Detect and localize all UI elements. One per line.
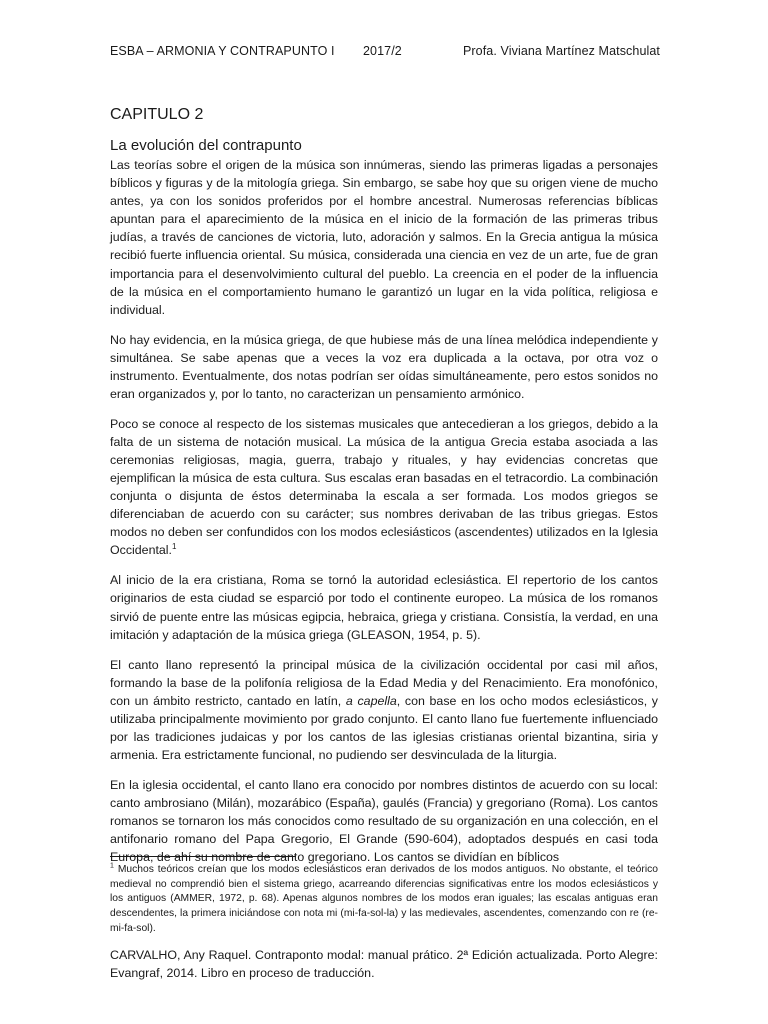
footnote-text: Muchos teóricos creían que los modos eclesiásticos eran derivados de los modos antiguos. No obstante, el teórico medieval no comprendió bien el sistema griego, acarreando diferencias significativas entre los modos eclesiásticos y los antiguos (AMMER, 1972, p. 68). Apenas algunos nombres de los modos eran iguales; las escalas antiguas eran descendentes, la primera iniciándose con nota mi (mi-fa-sol-la) y las medievales, ascendentes, comenzando con re (re-mi-fa-sol). [110, 864, 658, 934]
page-header [110, 44, 660, 60]
paragraph-6 [110, 776, 658, 866]
body-text [110, 156, 658, 878]
header-professor: Profa. Viviana Martínez Matschulat [462, 44, 660, 58]
paragraph-2-text: No hay evidencia, en la música griega, de que hubiese más de una línea melódica independiente y simultánea. Se sabe apenas que a veces la voz era duplicada a la octava, por otra voz o instrumento. Eventualmente, dos notas podrían ser oídas simultáneamente, pero estos sonidos no eran organizados y, por lo tanto, no caracterizan un pensamiento armónico. [110, 332, 658, 401]
paragraph-1 [110, 156, 658, 319]
footnote-divider [110, 856, 296, 857]
paragraph-5 [110, 656, 658, 765]
paragraph-4 [110, 571, 658, 643]
paragraph-1-text: Las teorías sobre el origen de la música son innúmeras, siendo las primeras ligadas a personajes bíblicos y figuras y de la mitología griega. Sin embargo, se sabe hoy que su origen viene de mucho antes, ya con los sonidos proferidos por el hombre ancestral. Numerosas referencias bíblicas apuntan para el aparecimiento de la música en el inicio de la formación de las primeras tribus judías, a través de canciones de victoria, luto, adoración y salmos. En la Grecia antigua la música recibió fuerte influencia oriental. Su música, considerada una ciencia en vez de un arte, fue de gran importancia para el desenvolvimiento cultural del pueblo. La creencia en el poder de la influencia de la música en el comportamiento humano le garantizó un lugar en la vida política, religiosa e individual. [110, 158, 658, 317]
paragraph-3 [110, 415, 658, 560]
paragraph-5-text-before: El canto llano representó la principal música de la civilización occidental por casi mil años, formando la base de la polifonía religiosa de la Edad Media y del Renacimiento. Era monofónico, con un ámbito restricto, cantado en latín, [110, 657, 658, 708]
paragraph-5-text-after: , con base en los ocho modos eclesiásticos, y utilizaba principalmente movimiento por grado conjunto. El canto llano fue fuertemente influenciado por las tradiciones judaicas y por los cantos de las iglesias cristianas oriental bizantina, siria y armenia. Era estrictamente funcional, no pudiendo ser desvinculada de la liturgia. [110, 693, 659, 762]
bibliographic-citation: CARVALHO, Any Raquel. Contraponto modal: manual prático. 2ª Edición actualizada. Porto Alegre: Evangraf, 2014. Libro en proceso de traducción. [110, 948, 658, 980]
paragraph-5-italic: a capella [345, 693, 397, 708]
header-course: ESBA – ARMONIA Y CONTRAPUNTO I [110, 44, 335, 58]
footnote-reference[interactable]: 1 [171, 542, 177, 552]
paragraph-6-text: En la iglesia occidental, el canto llano era conocido por nombres distintos de acuerdo con su local: canto ambrosiano (Milán), mozarábico (España), gaulés (Francia) y gregoriano (Roma). Los cantos romanos se tornaron los más conocidos como resultado de su organización en una colección, en el antifonario romano del Papa Gregorio, El Grande (590-604), adoptados después en casi toda Europa, de ahí su nombre de canto gregoriano. Los cantos se dividían en bíblicos [110, 777, 658, 865]
paragraph-2 [110, 331, 658, 403]
footnote-number: 1 [110, 862, 114, 870]
header-period: 2017/2 [363, 44, 402, 58]
paragraph-4-text: Al inicio de la era cristiana, Roma se tornó la autoridad eclesiástica. El repertorio de los cantos originarios de esta ciudad se esparció por todo el continente europeo. La música de los romanos sirvió de puente entre las músicas egipcia, hebraica, griega y cristiana. Consistía, la verdad, en una imitación y adaptación de la música griega (GLEASON, 1954, p. 5). [110, 573, 658, 642]
footnote [110, 863, 658, 937]
paragraph-3-text: Poco se conoce al respecto de los sistemas musicales que antecedieran a los griegos, debido a la falta de un sistema de notación musical. La música de la antigua Grecia estaba asociada a las ceremonias religiosas, magia, guerra, trabajo y rituales, y hay evidencias concretas que ejemplifican la música de esta cultura. Sus escalas eran basadas en el tetracordio. La combinación conjunta o disjunta de éstos determinaba la escala a ser formada. Los modos griegos se diferenciaban de acuerdo con su carácter; sus nombres derivaban de las tribus griegas. Estos modos no deben ser confundidos con los modos eclesiásticos (ascendentes) utilizados en la Iglesia Occidental. [110, 416, 658, 558]
chapter-heading: CAPITULO 2 [110, 106, 204, 123]
section-title: La evolución del contrapunto [110, 137, 302, 154]
